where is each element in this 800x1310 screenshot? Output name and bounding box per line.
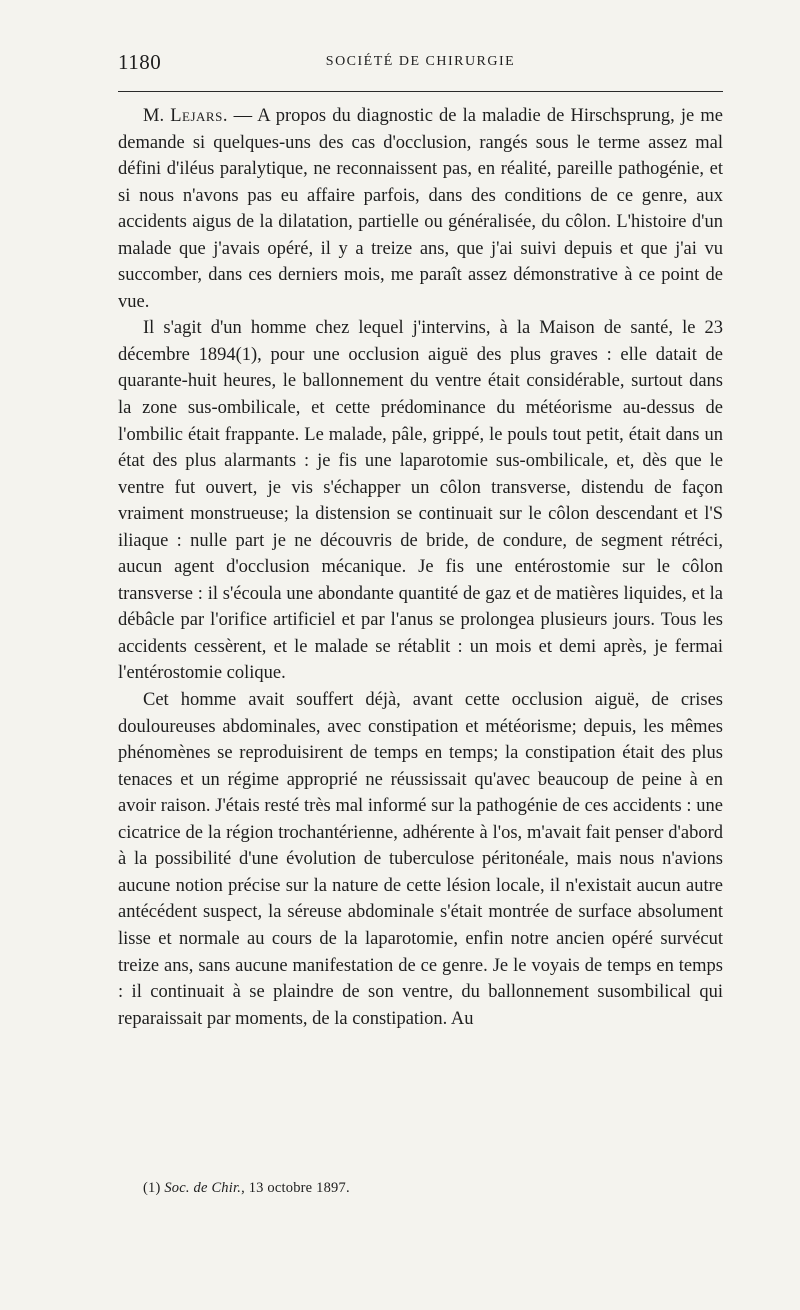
header-rule [118, 91, 723, 92]
footnote-date: , 13 octobre 1897. [241, 1180, 350, 1196]
page-number: 1180 [118, 50, 162, 74]
body-text [118, 103, 723, 1032]
speaker-dash: . — [222, 106, 258, 126]
paragraph-1 [118, 103, 723, 315]
paragraph-3: Cet homme avait souffert déjà, avant cette occlusion aiguë, de crises douloureuses abdominales, avec constipation et météorisme; depuis, les mêmes phénomènes se reproduisirent de temps en temps; la constipation était des plus tenaces et un régime approprié ne réussissait qu'avec beaucoup de peine à en avoir raison. J'étais resté très mal informé sur la pathogénie de ces accidents : une cicatrice de la région trochantérienne, adhérente à l'os, m'avait fait penser d'abord à la possibilité d'une évolution de tuberculose péritonéale, mais nous n'avions aucune notion précise sur la nature de cette lésion locale, il n'existait aucun autre antécédent suspect, la séreuse abdominale s'était montrée de surface absolument lisse et normale au cours de la laparotomie, enfin notre ancien opéré survécut treize ans, sans aucune manifestation de ce genre. Je le voyais de temps en temps : il continuait à se plaindre de son ventre, du ballonnement susombilical qui reparaissait par moments, de la constipation. Au [118, 690, 723, 1029]
speaker-prefix: M. [143, 106, 171, 126]
paragraph-2: Il s'agit d'un homme chez lequel j'intervins, à la Maison de santé, le 23 décembre 1894(1), pour une occlusion aiguë des plus graves : elle datait de quarante-huit heures, le ballonnement du ventre était considérable, surtout dans la zone sus-ombilicale, et cette prédominance du météorisme au-dessus de l'ombilic était frappante. Le malade, pâle, grippé, le pouls tout petit, était dans un état des plus alarmants : je fis une laparotomie sus-ombilicale, et, dès que le ventre fut ouvert, je vis s'échapper un côlon transverse, distendu de façon vraiment monstrueuse; la distension se continuait sur le côlon descendant et l'S iliaque : nulle part je ne découvris de bride, de condure, de segment rétréci, aucun agent d'occlusion mécanique. Je fis une entérostomie sur le côlon transverse : il s'écoula une abondante quantité de gaz et de matières liquides, et la débâcle par l'orifice artificiel et par l'anus se prolongea plusieurs jours. Tous les accidents cessèrent, et le malade se rétablit : un mois et demi après, je fermai l'entérostomie colique. [118, 318, 723, 684]
speaker-name: Lejars [170, 106, 223, 126]
footnote-mark: (1) [143, 1180, 165, 1196]
running-head: SOCIÉTÉ DE CHIRURGIE [325, 54, 516, 69]
paragraph-1-text: A propos du diagnostic de la maladie de Hirschsprung, je me demande si quelques-uns des cas d'occlusion, rangés sous le terme assez mal défini d'iléus paralytique, ne reconnaissent pas, en réalité, pareille pathogénie, et si nous n'avons pas eu affaire parfois, dans des conditions de ce genre, aux accidents aigus de la dilatation, partielle ou généralisée, du côlon. L'histoire d'un malade que j'avais opéré, il y a treize ans, que j'ai suivi depuis et que j'ai vu succomber, dans ces derniers mois, me paraît assez démonstrative à ce point de vue. [118, 106, 724, 312]
footnote [143, 1180, 703, 1197]
footnote-source: Soc. de Chir. [164, 1180, 242, 1196]
page-header [118, 50, 723, 76]
